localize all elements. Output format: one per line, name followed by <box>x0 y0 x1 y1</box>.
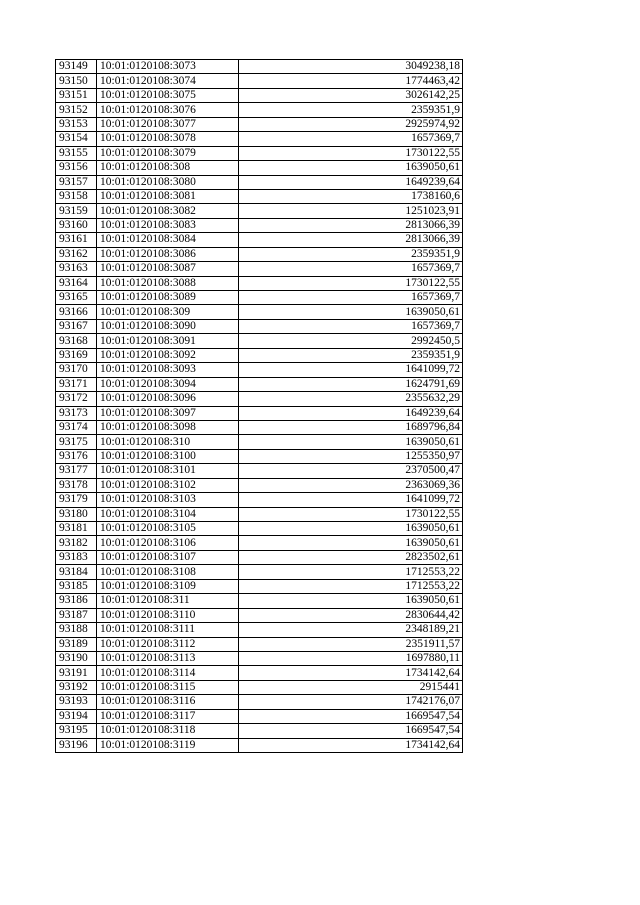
cadastral-number-cell: 10:01:0120108:310 <box>97 435 239 449</box>
row-id-cell: 93168 <box>56 334 97 348</box>
value-cell: 1639050,61 <box>239 161 463 175</box>
cadastral-number-cell: 10:01:0120108:3090 <box>97 319 239 333</box>
cadastral-number-cell: 10:01:0120108:3107 <box>97 550 239 564</box>
row-id-cell: 93167 <box>56 319 97 333</box>
value-cell: 1730122,55 <box>239 276 463 290</box>
row-id-cell: 93172 <box>56 392 97 406</box>
row-id-cell: 93156 <box>56 161 97 175</box>
value-cell: 2370500,47 <box>239 464 463 478</box>
value-cell: 1742176,07 <box>239 695 463 709</box>
table-row <box>56 507 463 521</box>
table-row <box>56 449 463 463</box>
table-row <box>56 623 463 637</box>
table-row <box>56 117 463 131</box>
table-row <box>56 74 463 88</box>
cadastral-number-cell: 10:01:0120108:3109 <box>97 579 239 593</box>
row-id-cell: 93155 <box>56 146 97 160</box>
table-row <box>56 175 463 189</box>
value-cell: 1689796,84 <box>239 420 463 434</box>
row-id-cell: 93175 <box>56 435 97 449</box>
row-id-cell: 93152 <box>56 103 97 117</box>
value-cell: 2359351,9 <box>239 247 463 261</box>
value-cell: 1641099,72 <box>239 363 463 377</box>
value-cell: 1639050,61 <box>239 536 463 550</box>
row-id-cell: 93169 <box>56 348 97 362</box>
cadastral-number-cell: 10:01:0120108:3078 <box>97 132 239 146</box>
cadastral-number-cell: 10:01:0120108:3105 <box>97 522 239 536</box>
value-cell: 3049238,18 <box>239 60 463 74</box>
cadastral-number-cell: 10:01:0120108:3102 <box>97 478 239 492</box>
value-cell: 1734142,64 <box>239 666 463 680</box>
value-cell: 2823502,61 <box>239 550 463 564</box>
table-row <box>56 579 463 593</box>
table-row <box>56 493 463 507</box>
value-cell: 2348189,21 <box>239 623 463 637</box>
value-cell: 1251023,91 <box>239 204 463 218</box>
table-row <box>56 189 463 203</box>
cadastral-number-cell: 10:01:0120108:3110 <box>97 608 239 622</box>
cadastral-number-cell: 10:01:0120108:3077 <box>97 117 239 131</box>
cadastral-number-cell: 10:01:0120108:3092 <box>97 348 239 362</box>
row-id-cell: 93181 <box>56 522 97 536</box>
cadastral-number-cell: 10:01:0120108:3088 <box>97 276 239 290</box>
cadastral-number-cell: 10:01:0120108:3106 <box>97 536 239 550</box>
table-row <box>56 435 463 449</box>
table-row <box>56 709 463 723</box>
value-cell: 1657369,7 <box>239 132 463 146</box>
row-id-cell: 93179 <box>56 493 97 507</box>
cadastral-number-cell: 10:01:0120108:3097 <box>97 406 239 420</box>
table-row <box>56 161 463 175</box>
cadastral-number-cell: 10:01:0120108:3098 <box>97 420 239 434</box>
cadastral-number-cell: 10:01:0120108:3089 <box>97 291 239 305</box>
row-id-cell: 93189 <box>56 637 97 651</box>
cadastral-number-cell: 10:01:0120108:3091 <box>97 334 239 348</box>
table-row <box>56 680 463 694</box>
value-cell: 2813066,39 <box>239 233 463 247</box>
cadastral-number-cell: 10:01:0120108:3104 <box>97 507 239 521</box>
table-row <box>56 291 463 305</box>
cadastral-number-cell: 10:01:0120108:3114 <box>97 666 239 680</box>
table-row <box>56 60 463 74</box>
value-cell: 1657369,7 <box>239 319 463 333</box>
table-row <box>56 103 463 117</box>
table-row <box>56 666 463 680</box>
table-row <box>56 348 463 362</box>
cadastral-number-cell: 10:01:0120108:3111 <box>97 623 239 637</box>
value-cell: 1255350,97 <box>239 449 463 463</box>
row-id-cell: 93188 <box>56 623 97 637</box>
row-id-cell: 93178 <box>56 478 97 492</box>
value-cell: 2915441 <box>239 680 463 694</box>
value-cell: 1639050,61 <box>239 522 463 536</box>
cadastral-number-cell: 10:01:0120108:3101 <box>97 464 239 478</box>
value-cell: 1712553,22 <box>239 579 463 593</box>
table-row <box>56 608 463 622</box>
cadastral-number-cell: 10:01:0120108:3117 <box>97 709 239 723</box>
value-cell: 2351911,57 <box>239 637 463 651</box>
value-cell: 2359351,9 <box>239 348 463 362</box>
cadastral-number-cell: 10:01:0120108:3079 <box>97 146 239 160</box>
cadastral-number-cell: 10:01:0120108:3108 <box>97 565 239 579</box>
table-row <box>56 464 463 478</box>
row-id-cell: 93159 <box>56 204 97 218</box>
table-row <box>56 233 463 247</box>
table-body <box>56 60 463 753</box>
table-row <box>56 536 463 550</box>
row-id-cell: 93174 <box>56 420 97 434</box>
cadastral-number-cell: 10:01:0120108:3118 <box>97 724 239 738</box>
row-id-cell: 93171 <box>56 377 97 391</box>
row-id-cell: 93195 <box>56 724 97 738</box>
value-cell: 1649239,64 <box>239 175 463 189</box>
value-cell: 2813066,39 <box>239 218 463 232</box>
cadastral-number-cell: 10:01:0120108:309 <box>97 305 239 319</box>
row-id-cell: 93196 <box>56 738 97 752</box>
cadastral-number-cell: 10:01:0120108:3119 <box>97 738 239 752</box>
table-row <box>56 695 463 709</box>
row-id-cell: 93185 <box>56 579 97 593</box>
table-row <box>56 738 463 752</box>
cadastral-number-cell: 10:01:0120108:3103 <box>97 493 239 507</box>
value-cell: 1734142,64 <box>239 738 463 752</box>
value-cell: 1641099,72 <box>239 493 463 507</box>
row-id-cell: 93193 <box>56 695 97 709</box>
row-id-cell: 93176 <box>56 449 97 463</box>
value-cell: 1657369,7 <box>239 262 463 276</box>
table-row <box>56 305 463 319</box>
table-row <box>56 262 463 276</box>
table-row <box>56 88 463 102</box>
cadastral-number-cell: 10:01:0120108:3093 <box>97 363 239 377</box>
row-id-cell: 93153 <box>56 117 97 131</box>
cadastral-number-cell: 10:01:0120108:3082 <box>97 204 239 218</box>
cadastral-number-cell: 10:01:0120108:3074 <box>97 74 239 88</box>
table-row <box>56 247 463 261</box>
value-cell: 1639050,61 <box>239 435 463 449</box>
value-cell: 1649239,64 <box>239 406 463 420</box>
row-id-cell: 93183 <box>56 550 97 564</box>
row-id-cell: 93150 <box>56 74 97 88</box>
cadastral-number-cell: 10:01:0120108:3116 <box>97 695 239 709</box>
table-row <box>56 276 463 290</box>
row-id-cell: 93192 <box>56 680 97 694</box>
row-id-cell: 93165 <box>56 291 97 305</box>
table-row <box>56 565 463 579</box>
table-row <box>56 478 463 492</box>
cadastral-number-cell: 10:01:0120108:3073 <box>97 60 239 74</box>
row-id-cell: 93164 <box>56 276 97 290</box>
row-id-cell: 93186 <box>56 594 97 608</box>
cadastral-number-cell: 10:01:0120108:3080 <box>97 175 239 189</box>
value-cell: 2359351,9 <box>239 103 463 117</box>
value-cell: 1730122,55 <box>239 507 463 521</box>
table-row <box>56 522 463 536</box>
value-cell: 2363069,36 <box>239 478 463 492</box>
cadastral-number-cell: 10:01:0120108:3113 <box>97 651 239 665</box>
row-id-cell: 93187 <box>56 608 97 622</box>
row-id-cell: 93173 <box>56 406 97 420</box>
cadastral-number-cell: 10:01:0120108:311 <box>97 594 239 608</box>
row-id-cell: 93160 <box>56 218 97 232</box>
table-row <box>56 406 463 420</box>
table-row <box>56 363 463 377</box>
table-row <box>56 550 463 564</box>
table-row <box>56 132 463 146</box>
cadastral-number-cell: 10:01:0120108:3083 <box>97 218 239 232</box>
row-id-cell: 93184 <box>56 565 97 579</box>
row-id-cell: 93157 <box>56 175 97 189</box>
value-cell: 2355632,29 <box>239 392 463 406</box>
row-id-cell: 93151 <box>56 88 97 102</box>
value-cell: 1669547,54 <box>239 709 463 723</box>
value-cell: 1738160,6 <box>239 189 463 203</box>
value-cell: 2830644,42 <box>239 608 463 622</box>
value-cell: 3026142,25 <box>239 88 463 102</box>
value-cell: 1639050,61 <box>239 594 463 608</box>
value-cell: 1657369,7 <box>239 291 463 305</box>
table-row <box>56 319 463 333</box>
value-cell: 1639050,61 <box>239 305 463 319</box>
cadastral-number-cell: 10:01:0120108:3081 <box>97 189 239 203</box>
row-id-cell: 93149 <box>56 60 97 74</box>
table-row <box>56 218 463 232</box>
table-row <box>56 204 463 218</box>
row-id-cell: 93162 <box>56 247 97 261</box>
value-cell: 1624791,69 <box>239 377 463 391</box>
row-id-cell: 93191 <box>56 666 97 680</box>
cadastral-number-cell: 10:01:0120108:3115 <box>97 680 239 694</box>
table-row <box>56 637 463 651</box>
value-cell: 2925974,92 <box>239 117 463 131</box>
value-cell: 1730122,55 <box>239 146 463 160</box>
data-table <box>55 59 463 753</box>
cadastral-number-cell: 10:01:0120108:3076 <box>97 103 239 117</box>
value-cell: 1712553,22 <box>239 565 463 579</box>
table-row <box>56 594 463 608</box>
row-id-cell: 93194 <box>56 709 97 723</box>
table-row <box>56 377 463 391</box>
row-id-cell: 93177 <box>56 464 97 478</box>
value-cell: 2992450,5 <box>239 334 463 348</box>
row-id-cell: 93154 <box>56 132 97 146</box>
value-cell: 1774463,42 <box>239 74 463 88</box>
row-id-cell: 93180 <box>56 507 97 521</box>
value-cell: 1697880,11 <box>239 651 463 665</box>
table-row <box>56 392 463 406</box>
value-cell: 1669547,54 <box>239 724 463 738</box>
table-row <box>56 651 463 665</box>
cadastral-number-cell: 10:01:0120108:3087 <box>97 262 239 276</box>
row-id-cell: 93170 <box>56 363 97 377</box>
table-row <box>56 146 463 160</box>
row-id-cell: 93182 <box>56 536 97 550</box>
cadastral-number-cell: 10:01:0120108:3112 <box>97 637 239 651</box>
row-id-cell: 93163 <box>56 262 97 276</box>
row-id-cell: 93166 <box>56 305 97 319</box>
table-row <box>56 334 463 348</box>
cadastral-number-cell: 10:01:0120108:3096 <box>97 392 239 406</box>
cadastral-number-cell: 10:01:0120108:3094 <box>97 377 239 391</box>
row-id-cell: 93190 <box>56 651 97 665</box>
row-id-cell: 93158 <box>56 189 97 203</box>
table-row <box>56 420 463 434</box>
cadastral-number-cell: 10:01:0120108:3100 <box>97 449 239 463</box>
cadastral-number-cell: 10:01:0120108:3086 <box>97 247 239 261</box>
cadastral-number-cell: 10:01:0120108:3075 <box>97 88 239 102</box>
cadastral-number-cell: 10:01:0120108:3084 <box>97 233 239 247</box>
table-row <box>56 724 463 738</box>
cadastral-number-cell: 10:01:0120108:308 <box>97 161 239 175</box>
row-id-cell: 93161 <box>56 233 97 247</box>
